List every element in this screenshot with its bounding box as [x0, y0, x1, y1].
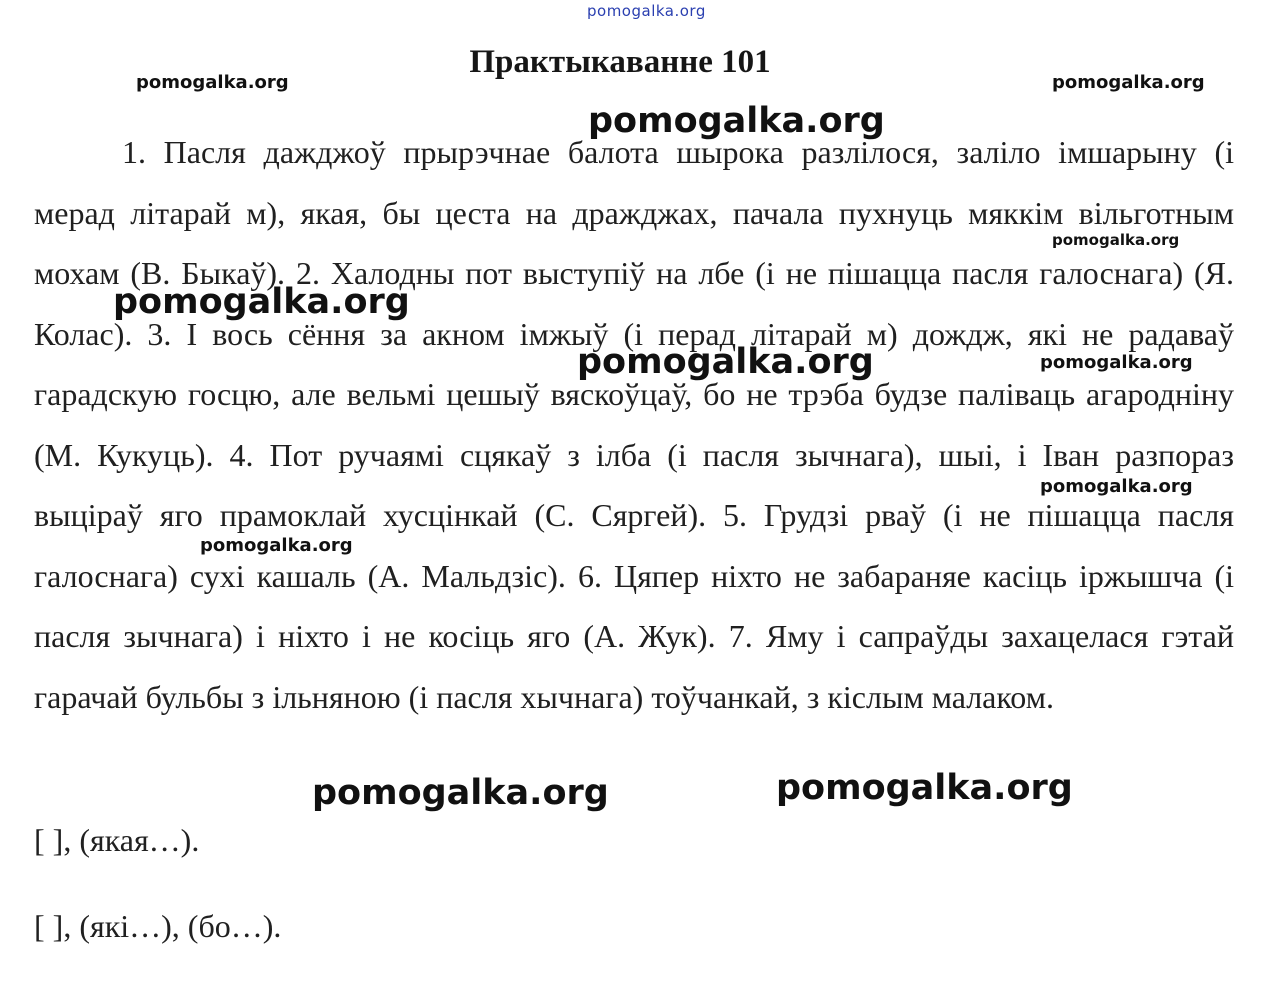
sentence-scheme-2: [ ], (які…), (бо…).	[34, 908, 282, 944]
exercise-title: Практыкаванне 101	[469, 44, 771, 80]
watermark-small-2: pomogalka.org	[1040, 352, 1193, 373]
watermark-small-3: pomogalka.org	[1040, 476, 1193, 497]
watermark-large-2: pomogalka.org	[113, 282, 410, 322]
watermark-large-4: pomogalka.org	[312, 773, 609, 813]
watermark-header-left: pomogalka.org	[136, 72, 289, 93]
sentence-scheme-1: [ ], (якая…).	[34, 822, 200, 858]
watermark-top: pomogalka.org	[587, 2, 706, 20]
exercise-text: 1. Пасля дажджоў прырэчнае балота шырока разлілося, заліло імшарыну (і мерад літарай м), якая, бы цеста на дражджах, пачала пухнуць мяккім вільготным мохам (В. Быкаў). 2. Халодны пот выступіў на лбе (і не пішацца пасля галоснага) (Я. Колас). 3. І вось сёння за акном імжыў (і перад літарай м) дождж, які не радаваў гарадскую госцю, але вельмі цешыў вяскоўцаў, бо не трэба будзе паліваць агародніну (М. Кукуць). 4. Пот ручаямі сцякаў з ілба (і пасля зычнага), шыі, і Іван разпораз выціраў яго прамоклай хусцінкай (С. Сяргей). 5. Грудзі рваў (і не пішацца пасля галоснага) сухі кашаль (А. Мальдзіс). 6. Цяпер ніхто не забараняе касіць іржышча (і пасля зычнага) і ніхто і не косіць яго (А. Жук). 7. Яму і сапраўды захацелася гэтай гарачай бульбы з ільняною (і пасля хычнага) тоўчанкай, з кіслым малаком.	[34, 134, 1234, 715]
watermark-large-5: pomogalka.org	[776, 768, 1073, 808]
watermark-large-1: pomogalka.org	[588, 101, 885, 141]
watermark-header-right: pomogalka.org	[1052, 72, 1205, 93]
watermark-large-3: pomogalka.org	[577, 342, 874, 382]
watermark-small-4: pomogalka.org	[200, 535, 353, 556]
watermark-small-1: pomogalka.org	[1052, 231, 1180, 249]
